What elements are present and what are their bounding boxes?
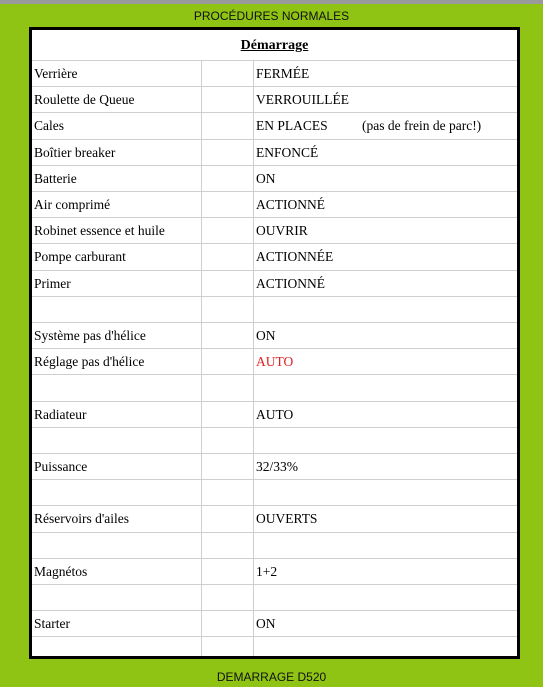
row-note: (pas de frein de parc!) [362, 118, 482, 134]
row-value: ACTIONNÉE [256, 249, 334, 265]
table-row [32, 61, 517, 87]
row-item-label: Verrière [34, 66, 78, 81]
row-item-label: Batterie [34, 170, 77, 186]
table-row [32, 428, 517, 454]
row-value: OUVRIR [256, 223, 308, 239]
row-value: ACTIONNÉ [256, 197, 325, 212]
row-value: FERMÉE [256, 66, 310, 81]
table-row [32, 192, 517, 218]
table-row [32, 480, 517, 506]
table-row [32, 454, 517, 480]
document-footer-title: DEMARRAGE D520 [216, 670, 327, 684]
row-item-label: Système pas d'hélice [34, 328, 146, 343]
table-row [32, 585, 517, 611]
row-value: ON [256, 170, 276, 186]
table-row [32, 349, 517, 375]
row-item-label: Roulette de Queue [34, 92, 135, 108]
row-item-label: Cales [34, 118, 64, 134]
table-row [32, 323, 517, 349]
table-row [32, 113, 517, 139]
row-item-label: Réglage pas d'hélice [34, 354, 145, 370]
row-value: EN PLACES [256, 118, 328, 134]
table-row [32, 611, 517, 637]
table-row [32, 166, 517, 192]
document-header-title: PROCÉDURES NORMALES [193, 9, 350, 23]
table-row [32, 297, 517, 323]
table-row [32, 140, 517, 166]
row-value: 1+2 [256, 563, 278, 579]
row-value: VERROUILLÉE [256, 92, 349, 108]
row-value: ACTIONNÉ [256, 275, 325, 291]
row-value: ON [256, 328, 276, 343]
row-value: OUVERTS [256, 511, 318, 527]
table-row [32, 533, 517, 559]
table-row [32, 271, 517, 297]
section-title-text: Démarrage [240, 38, 309, 53]
table-row [32, 506, 517, 532]
row-value: 32/33% [256, 459, 298, 474]
table-row [32, 637, 517, 659]
table-row [32, 218, 517, 244]
row-item-label: Boîtier breaker [34, 144, 116, 160]
checklist-sheet [29, 27, 520, 659]
row-item-label: Robinet essence et huile [34, 223, 165, 239]
row-item-label: Magnétos [34, 563, 88, 579]
row-item-label: Pompe carburant [34, 249, 126, 265]
row-item-label: Primer [34, 275, 71, 291]
table-row [32, 87, 517, 113]
row-item-label: Puissance [34, 459, 88, 474]
row-value: ON [256, 616, 276, 632]
section-title [32, 38, 517, 54]
row-item-label: Radiateur [34, 406, 87, 422]
row-item-label: Starter [34, 616, 70, 632]
row-value: AUTO [256, 406, 294, 422]
row-value: ENFONCÉ [256, 144, 319, 160]
table-row [32, 402, 517, 428]
row-item-label: Réservoirs d'ailes [34, 511, 130, 527]
row-item-label: Air comprimé [34, 197, 111, 212]
table-row [32, 375, 517, 401]
table-row [32, 559, 517, 585]
table-row [32, 244, 517, 270]
row-value: AUTO [256, 354, 294, 370]
